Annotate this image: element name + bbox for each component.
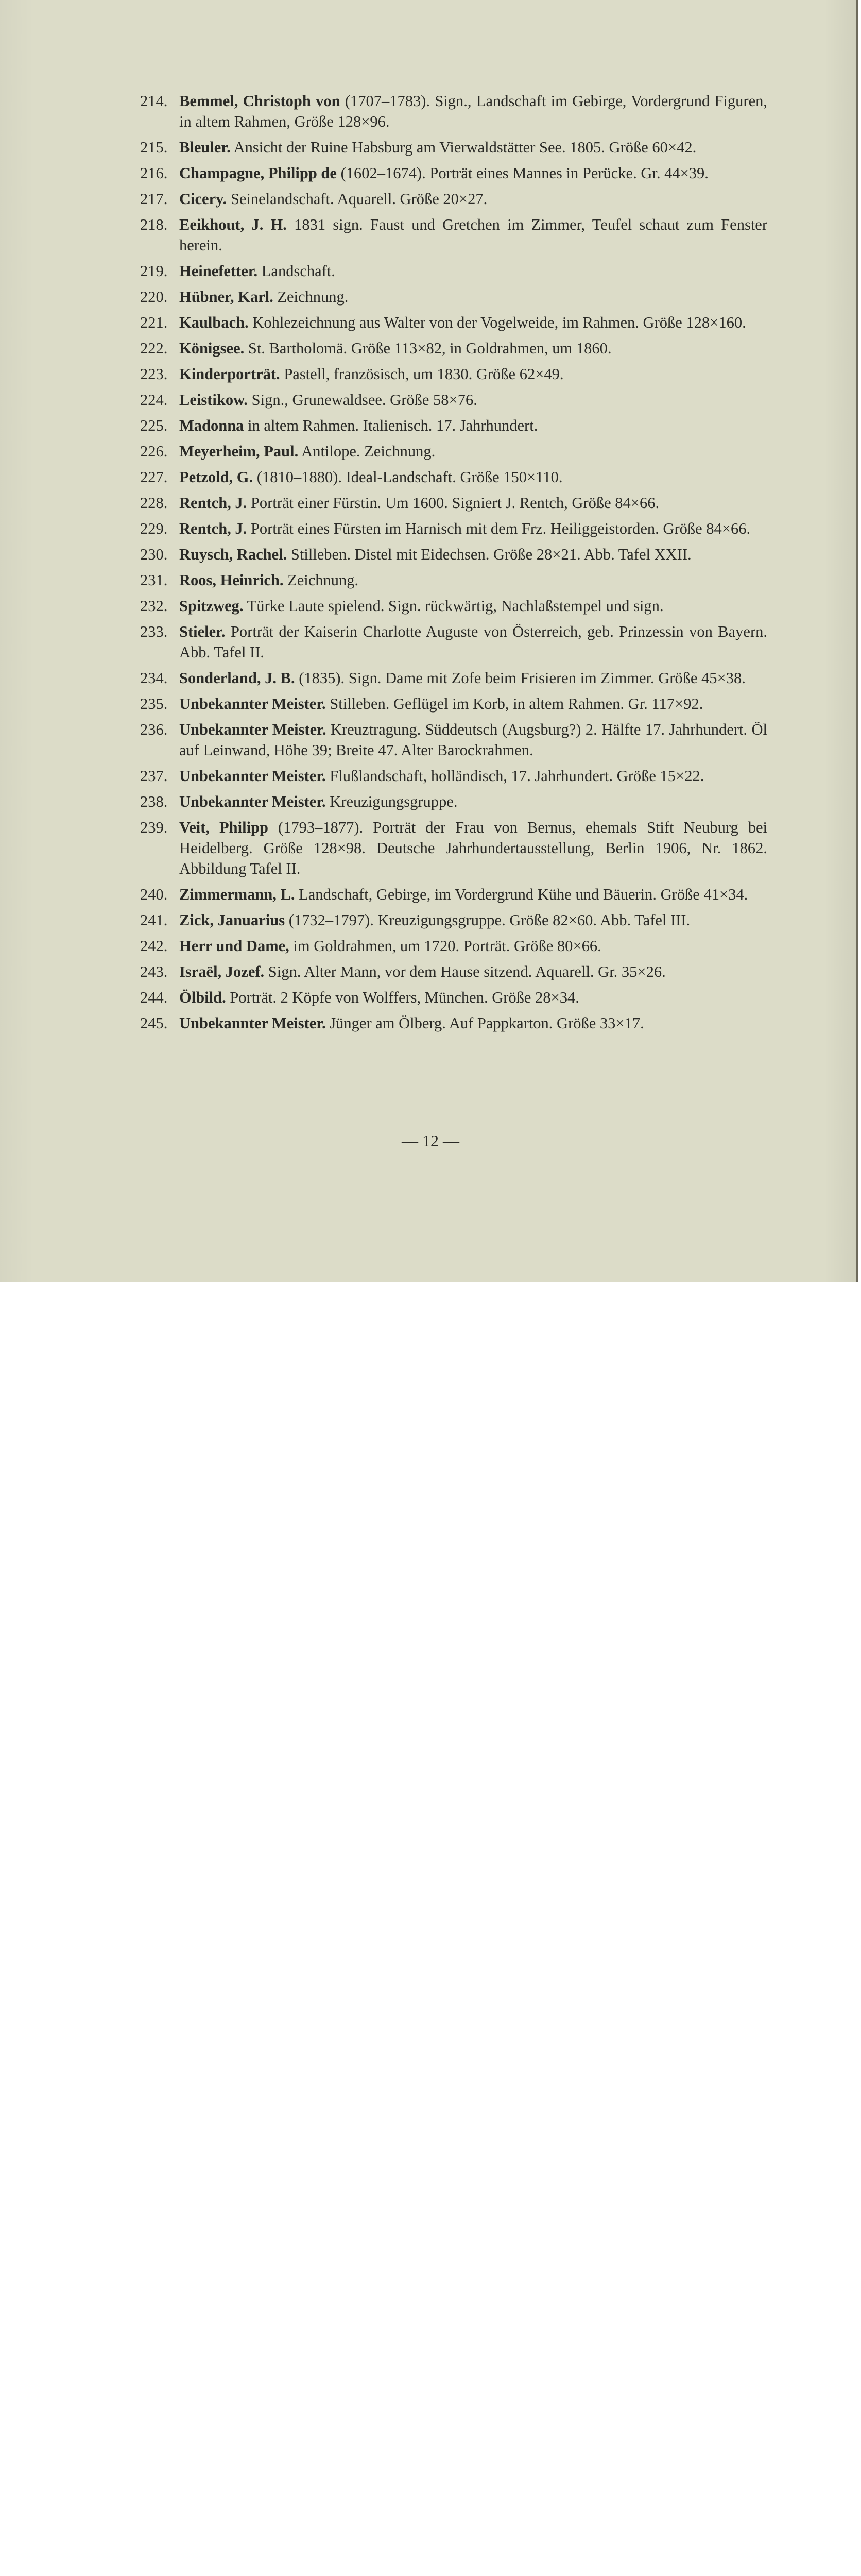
catalog-entry bbox=[140, 415, 767, 436]
entry-number: 219. bbox=[140, 262, 168, 280]
entry-text: Stilleben. Distel mit Eidechsen. Größe 28×21. Abb. Tafel XXII. bbox=[287, 546, 692, 563]
entry-artist: Veit, Philipp bbox=[179, 819, 268, 836]
entry-number: 220. bbox=[140, 288, 168, 306]
entry-description bbox=[179, 987, 767, 1008]
entry-artist: Kaulbach. bbox=[179, 314, 249, 331]
catalog-entry bbox=[140, 596, 767, 616]
entry-description bbox=[179, 719, 767, 760]
entry-artist: Zimmermann, L. bbox=[179, 886, 295, 903]
entry-description bbox=[179, 596, 767, 616]
entry-artist: Königsee. bbox=[179, 340, 245, 357]
entry-number: 230. bbox=[140, 546, 168, 563]
entry-number: 223. bbox=[140, 365, 168, 383]
entry-description bbox=[179, 261, 767, 281]
entry-number: 215. bbox=[140, 139, 168, 156]
catalog-entry bbox=[140, 286, 767, 307]
entry-artist: Unbekannter Meister. bbox=[179, 1014, 326, 1032]
entry-text: 1831 sign. Faust und Gretchen im Zimmer, Teufel schaut zum Fenster herein. bbox=[179, 216, 767, 254]
entry-text: (1835). Sign. Dame mit Zofe beim Frisieren im Zimmer. Größe 45×38. bbox=[295, 669, 746, 687]
catalog-entry bbox=[140, 189, 767, 209]
entry-description bbox=[179, 910, 767, 930]
entry-artist: Unbekannter Meister. bbox=[179, 793, 326, 810]
catalog-entry bbox=[140, 936, 767, 956]
entry-artist: Rentch, J. bbox=[179, 520, 247, 537]
catalog-entry bbox=[140, 766, 767, 786]
catalog-entry bbox=[140, 338, 767, 359]
entry-text: Sign., Grunewaldsee. Größe 58×76. bbox=[248, 391, 477, 409]
entry-description bbox=[179, 137, 767, 158]
entry-description bbox=[179, 163, 767, 183]
entry-description bbox=[179, 621, 767, 663]
entry-number: 228. bbox=[140, 494, 168, 512]
entry-description bbox=[179, 189, 767, 209]
catalog-entry bbox=[140, 910, 767, 930]
entry-description bbox=[179, 415, 767, 436]
entry-text: Jünger am Ölberg. Auf Pappkarton. Größe 33×17. bbox=[325, 1014, 644, 1032]
catalog-entry bbox=[140, 884, 767, 905]
catalog-entry bbox=[140, 163, 767, 183]
entry-text: (1732–1797). Kreuzigungsgruppe. Größe 82×60. Abb. Tafel III. bbox=[285, 911, 691, 929]
entry-number: 237. bbox=[140, 767, 168, 785]
entry-description bbox=[179, 91, 767, 132]
entry-description bbox=[179, 467, 767, 487]
entry-description bbox=[179, 817, 767, 879]
catalog-entry bbox=[140, 312, 767, 333]
entry-artist: Madonna bbox=[179, 417, 244, 434]
entry-artist: Cicery. bbox=[179, 190, 227, 208]
entry-text: Porträt. 2 Köpfe von Wolffers, München. Größe 28×34. bbox=[226, 989, 579, 1006]
entry-description bbox=[179, 364, 767, 384]
entry-text: Kreuztragung. Süddeutsch (Augsburg?) 2. Hälfte 17. Jahrhundert. Öl auf Leinwand, Höhe 39; Breite 47. Alter Barockrahmen. bbox=[179, 721, 767, 759]
entry-number: 243. bbox=[140, 963, 168, 980]
entry-artist: Herr und Dame, bbox=[179, 937, 289, 955]
entry-number: 218. bbox=[140, 216, 168, 233]
entry-artist: Champagne, Philipp de bbox=[179, 164, 337, 182]
catalog-entry bbox=[140, 261, 767, 281]
entry-description bbox=[179, 766, 767, 786]
catalog-entry bbox=[140, 791, 767, 812]
entry-description bbox=[179, 214, 767, 256]
entry-description bbox=[179, 884, 767, 905]
catalog-entry bbox=[140, 467, 767, 487]
entry-text: Kreuzigungsgruppe. bbox=[325, 793, 458, 810]
entry-text: (1810–1880). Ideal-Landschaft. Größe 150×110. bbox=[253, 468, 563, 486]
entry-text: St. Bartholomä. Größe 113×82, in Goldrahmen, um 1860. bbox=[244, 340, 612, 357]
entry-artist: Petzold, G. bbox=[179, 468, 253, 486]
entry-description bbox=[179, 493, 767, 513]
catalog-entry bbox=[140, 493, 767, 513]
entry-text: Porträt der Kaiserin Charlotte Auguste von Österreich, geb. Prinzessin von Bayern. Abb. Tafel II. bbox=[179, 623, 767, 661]
entry-artist: Sonderland, J. B. bbox=[179, 669, 295, 687]
entry-description bbox=[179, 961, 767, 982]
entry-text: (1602–1674). Porträt eines Mannes in Perücke. Gr. 44×39. bbox=[336, 164, 709, 182]
catalog-entry bbox=[140, 544, 767, 565]
entry-text: Landschaft. bbox=[257, 262, 335, 280]
footer bbox=[0, 1282, 861, 1356]
entry-text: Porträt eines Fürsten im Harnisch mit dem Frz. Heiliggeistorden. Größe 84×66. bbox=[247, 520, 751, 537]
entry-number: 225. bbox=[140, 417, 168, 434]
catalog-entry bbox=[140, 1013, 767, 1033]
entry-artist: Roos, Heinrich. bbox=[179, 571, 284, 589]
catalog-entry bbox=[140, 987, 767, 1008]
entry-artist: Unbekannter Meister. bbox=[179, 767, 326, 785]
catalog-entry bbox=[140, 518, 767, 539]
entry-artist: Unbekannter Meister. bbox=[179, 721, 326, 738]
entry-artist: Eeikhout, J. H. bbox=[179, 216, 287, 233]
catalog-entry bbox=[140, 137, 767, 158]
entry-number: 241. bbox=[140, 911, 168, 929]
entry-number: 242. bbox=[140, 937, 168, 955]
entry-artist: Leistikow. bbox=[179, 391, 248, 409]
entry-number: 226. bbox=[140, 443, 168, 460]
catalog-entries bbox=[140, 91, 767, 1039]
catalog-entry bbox=[140, 668, 767, 688]
entry-description bbox=[179, 791, 767, 812]
entry-artist: Ruysch, Rachel. bbox=[179, 546, 287, 563]
scanned-page bbox=[0, 0, 858, 1282]
entry-description bbox=[179, 570, 767, 590]
entry-description bbox=[179, 286, 767, 307]
catalog-entry bbox=[140, 441, 767, 462]
catalog-entry bbox=[140, 214, 767, 256]
entry-text: Ansicht der Ruine Habsburg am Vierwaldstätter See. 1805. Größe 60×42. bbox=[230, 139, 697, 156]
entry-text: im Goldrahmen, um 1720. Porträt. Größe 80×66. bbox=[289, 937, 601, 955]
entry-artist: Stieler. bbox=[179, 623, 226, 640]
entry-number: 214. bbox=[140, 92, 168, 110]
entry-text: Porträt einer Fürstin. Um 1600. Signiert J. Rentch, Größe 84×66. bbox=[247, 494, 660, 512]
entry-text: Landschaft, Gebirge, im Vordergrund Kühe und Bäuerin. Größe 41×34. bbox=[295, 886, 748, 903]
entry-text: Kohlezeichnung aus Walter von der Vogelweide, im Rahmen. Größe 128×160. bbox=[248, 314, 746, 331]
entry-text: in altem Rahmen. Italienisch. 17. Jahrhundert. bbox=[244, 417, 538, 434]
entry-artist: Bemmel, Christoph von bbox=[179, 92, 340, 110]
entry-artist: Spitzweg. bbox=[179, 597, 244, 615]
page-number: — 12 — bbox=[402, 1131, 459, 1150]
entry-number: 233. bbox=[140, 623, 168, 640]
entry-number: 222. bbox=[140, 340, 168, 357]
entry-number: 221. bbox=[140, 314, 168, 331]
entry-artist: Heinefetter. bbox=[179, 262, 258, 280]
entry-number: 229. bbox=[140, 520, 168, 537]
entry-number: 216. bbox=[140, 164, 168, 182]
catalog-entry bbox=[140, 570, 767, 590]
catalog-entry bbox=[140, 817, 767, 879]
catalog-entry bbox=[140, 719, 767, 760]
entry-number: 217. bbox=[140, 190, 168, 208]
entry-text: Flußlandschaft, holländisch, 17. Jahrhundert. Größe 15×22. bbox=[325, 767, 704, 785]
entry-text: Stilleben. Geflügel im Korb, in altem Rahmen. Gr. 117×92. bbox=[325, 695, 703, 713]
entry-description bbox=[179, 544, 767, 565]
entry-number: 240. bbox=[140, 886, 168, 903]
entry-description bbox=[179, 441, 767, 462]
entry-number: 234. bbox=[140, 669, 168, 687]
catalog-entry bbox=[140, 389, 767, 410]
entry-artist: Rentch, J. bbox=[179, 494, 247, 512]
entry-description bbox=[179, 338, 767, 359]
entry-artist: Kinderporträt. bbox=[179, 365, 280, 383]
entry-number: 232. bbox=[140, 597, 168, 615]
entry-number: 245. bbox=[140, 1014, 168, 1032]
entry-text: (1707–1783). Sign., Landschaft im Gebirge, Vordergrund Figuren, in altem Rahmen, Größe 128×96. bbox=[179, 92, 767, 130]
entry-text: Sign. Alter Mann, vor dem Hause sitzend. Aquarell. Gr. 35×26. bbox=[264, 963, 666, 980]
entry-description bbox=[179, 1013, 767, 1033]
entry-text: Zeichnung. bbox=[273, 288, 349, 306]
entry-number: 227. bbox=[140, 468, 168, 486]
entry-artist: Hübner, Karl. bbox=[179, 288, 273, 306]
entry-artist: Bleuler. bbox=[179, 139, 231, 156]
entry-description bbox=[179, 693, 767, 714]
entry-description bbox=[179, 668, 767, 688]
entry-text: Zeichnung. bbox=[283, 571, 359, 589]
entry-artist: Unbekannter Meister. bbox=[179, 695, 326, 713]
entry-number: 231. bbox=[140, 571, 168, 589]
entry-description bbox=[179, 389, 767, 410]
entry-number: 235. bbox=[140, 695, 168, 713]
entry-number: 239. bbox=[140, 819, 168, 836]
entry-text: Pastell, französisch, um 1830. Größe 62×49. bbox=[280, 365, 564, 383]
entry-text: (1793–1877). Porträt der Frau von Bernus, ehemals Stift Neuburg bei Heidelberg. Größe 128×98. Deutsche Jahrhundertausstellung, Berlin 1906, Nr. 1862. Abbildung Tafel II. bbox=[179, 819, 768, 877]
entry-artist: Ölbild. bbox=[179, 989, 226, 1006]
entry-description bbox=[179, 312, 767, 333]
entry-artist: Zick, Januarius bbox=[179, 911, 285, 929]
entry-number: 244. bbox=[140, 989, 168, 1006]
catalog-entry bbox=[140, 91, 767, 132]
catalog-entry bbox=[140, 693, 767, 714]
catalog-entry bbox=[140, 961, 767, 982]
entry-artist: Meyerheim, Paul. bbox=[179, 443, 299, 460]
entry-description bbox=[179, 518, 767, 539]
entry-number: 238. bbox=[140, 793, 168, 810]
entry-description bbox=[179, 936, 767, 956]
catalog-entry bbox=[140, 364, 767, 384]
entry-text: Türke Laute spielend. Sign. rückwärtig, Nachlaßstempel und sign. bbox=[243, 597, 664, 615]
entry-number: 236. bbox=[140, 721, 168, 738]
entry-text: Seinelandschaft. Aquarell. Größe 20×27. bbox=[227, 190, 488, 208]
catalog-entry bbox=[140, 621, 767, 663]
entry-text: Antilope. Zeichnung. bbox=[298, 443, 436, 460]
entry-artist: Israël, Jozef. bbox=[179, 963, 265, 980]
entry-number: 224. bbox=[140, 391, 168, 409]
